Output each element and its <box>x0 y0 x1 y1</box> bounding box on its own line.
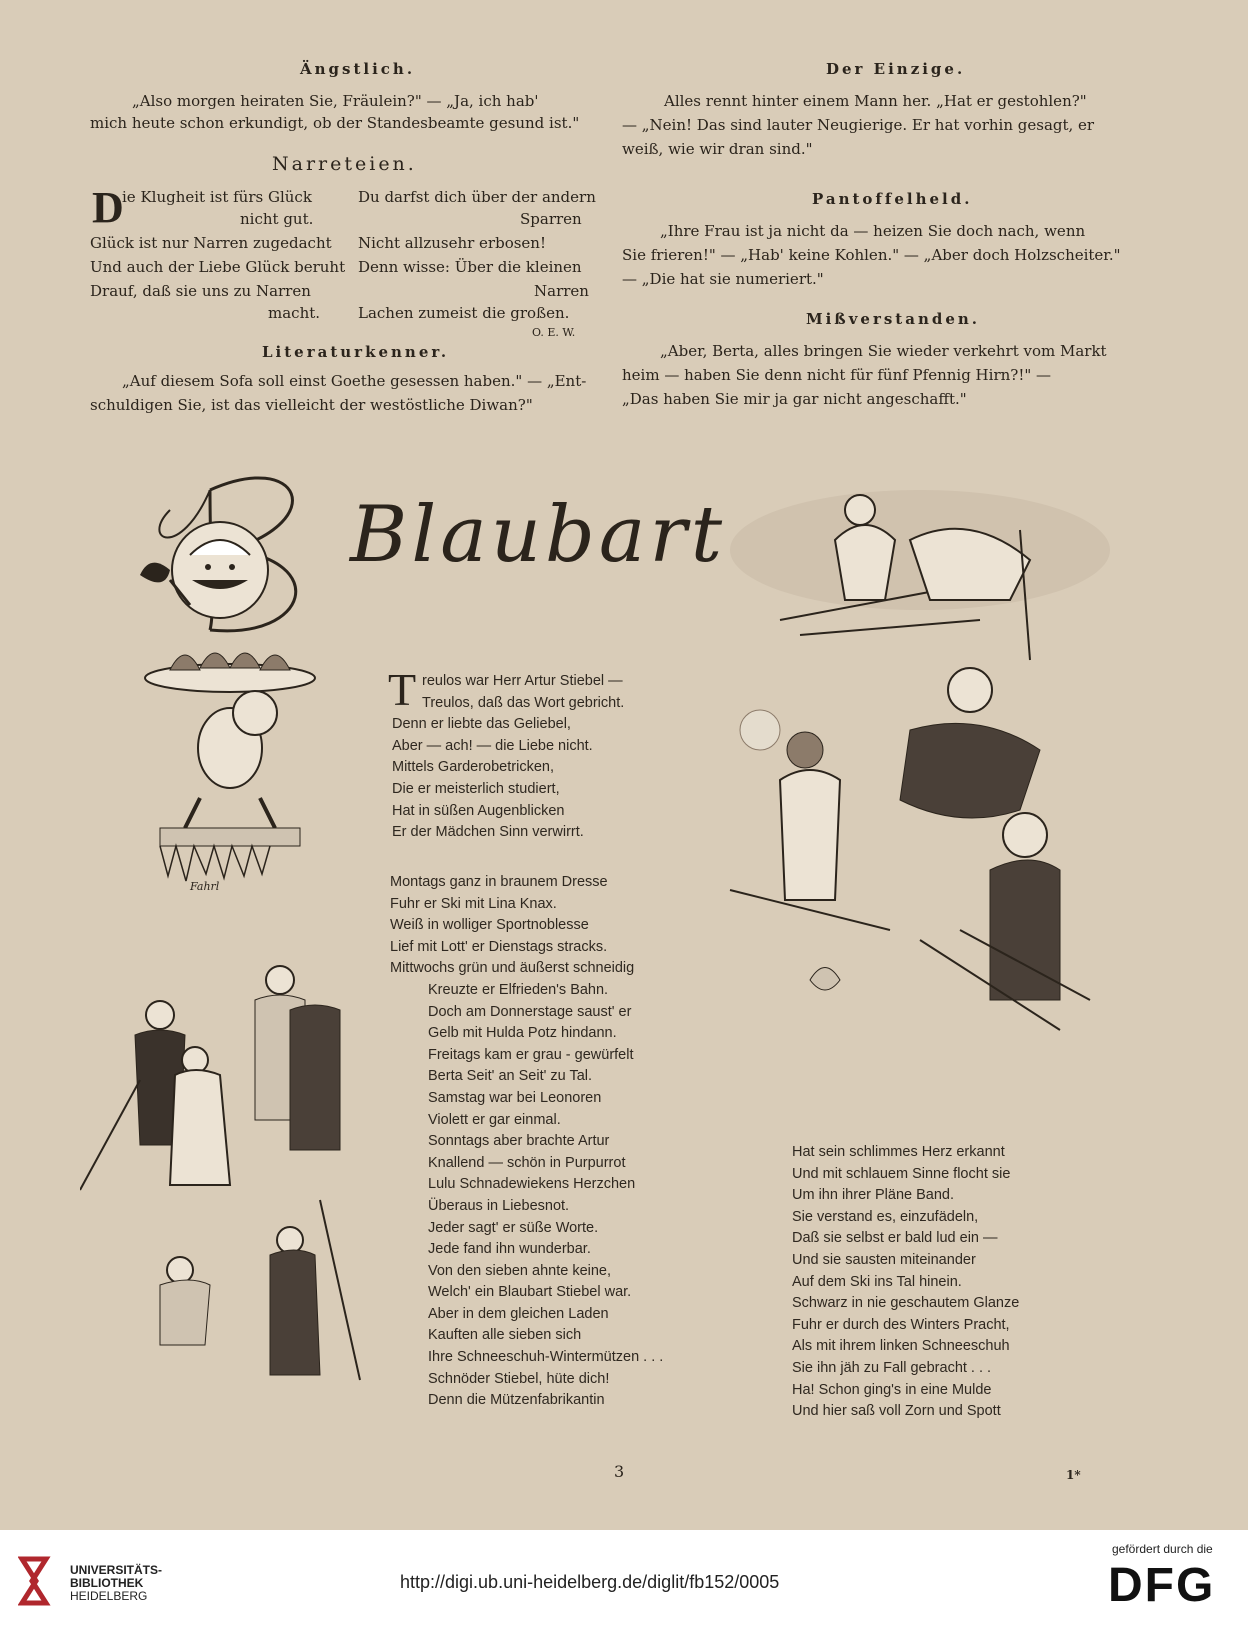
poem-line: Die er meisterlich studiert, <box>392 780 560 797</box>
narreteien-left-0: ie Klugheit ist fürs Glück <box>122 188 312 206</box>
poem-line: Jede fand ihn wunderbar. <box>428 1241 591 1258</box>
footer-bar <box>0 1530 1248 1641</box>
poem-line: Hat in süßen Augenblicken <box>392 802 565 819</box>
text-pantoffelheld-1: „Ihre Frau ist ja nicht da — heizen Sie doch nach, wenn <box>660 222 1086 240</box>
poem-line: Kauften alle sieben sich <box>428 1327 582 1344</box>
baby-with-hearts-illustration <box>130 628 330 898</box>
text-literaturkenner-2: schuldigen Sie, ist das vielleicht der westöstliche Diwan?" <box>90 396 533 414</box>
text-missverstanden-1: „Aber, Berta, alles bringen Sie wieder verkehrt vom Markt <box>660 342 1107 360</box>
narreteien-left-4: Drauf, daß sie uns zu Narren <box>90 282 311 300</box>
poem-line: Er der Mädchen Sinn verwirrt. <box>392 824 584 841</box>
narreteien-right-5: Lachen zumeist die großen. <box>358 304 570 322</box>
poem-line: Schwarz in nie geschautem Glanze <box>792 1295 1020 1312</box>
skiers-right-middle-illustration <box>720 640 1140 1060</box>
poem-line: Aber — ach! — die Liebe nicht. <box>392 737 593 754</box>
poem-line: Um ihn ihrer Pläne Band. <box>792 1187 954 1204</box>
poem-line: Gelb mit Hulda Potz hindann. <box>428 1025 617 1042</box>
narreteien-left-1: nicht gut. <box>240 210 314 228</box>
drop-cap-t: T <box>388 664 417 715</box>
text-einzige-2: — „Nein! Das sind lauter Neugierige. Er hat vorhin gesagt, er <box>622 116 1095 134</box>
text-angstlich-1: „Also morgen heiraten Sie, Fräulein?" — „Ja, ich hab' <box>132 92 539 110</box>
poem-line: Auf dem Ski ins Tal hinein. <box>792 1273 962 1290</box>
text-einzige-3: weiß, wie wir dran sind." <box>622 140 813 158</box>
cook-illustration <box>120 495 300 635</box>
poem-line: Jeder sagt' er süße Worte. <box>428 1219 599 1236</box>
text-pantoffelheld-2: Sie frieren!" — „Hab' keine Kohlen." — „Aber doch Holzscheiter." <box>622 246 1121 264</box>
poem-line: Treulos, daß das Wort gebricht. <box>422 694 625 711</box>
text-angstlich-2: mich heute schon erkundigt, ob der Standesbeamte gesund ist." <box>90 114 580 132</box>
poem-line: Als mit ihrem linken Schneeschuh <box>792 1338 1010 1355</box>
poem-line: Überaus in Liebesnot. <box>428 1197 570 1214</box>
poem-line: Freitags kam er grau - gewürfelt <box>428 1046 634 1063</box>
drop-cap-d: D <box>92 183 124 232</box>
poem-line: Mittwochs grün und äußerst schneidig <box>390 960 635 977</box>
poem-line: Hat sein schlimmes Herz erkannt <box>792 1144 1005 1160</box>
poem-line: reulos war Herr Artur Stiebel — <box>422 673 623 689</box>
poem-line: Berta Seit' an Seit' zu Tal. <box>428 1068 593 1085</box>
poem-line: Weiß in wolliger Sportnoblesse <box>390 917 589 934</box>
narreteien-right-0: Du darfst dich über der andern <box>358 188 596 206</box>
poem-stanza-2 <box>390 872 663 1412</box>
narreteien-left-5: macht. <box>268 304 321 322</box>
funded-by-text: gefördert durch die <box>1112 1542 1213 1556</box>
poem-line: Sonntags aber brachte Artur <box>428 1133 610 1150</box>
text-pantoffelheld-3: — „Die hat sie numeriert." <box>622 270 824 288</box>
poem-line: Kreuzte er Elfrieden's Bahn. <box>428 981 609 998</box>
text-literaturkenner-1: „Auf diesem Sofa soll einst Goethe gesessen haben." — „Ent- <box>122 372 587 390</box>
text-missverstanden-3: „Das haben Sie mir ja gar nicht angeschafft." <box>622 390 967 408</box>
narreteien-right-4: Narren <box>534 282 589 300</box>
skiers-lower-left-illustration <box>80 940 380 1410</box>
poem-line: Schnöder Stiebel, hüte dich! <box>428 1370 610 1387</box>
blaubart-title-text: Blaubart <box>350 490 727 580</box>
poem-line: Denn die Mützenfabrikantin <box>428 1392 605 1409</box>
poem-line: Montags ganz in braunem Dresse <box>390 874 608 890</box>
logo-line: UNIVERSITÄTS- <box>70 1563 163 1577</box>
heading-literaturkenner: Literaturkenner. <box>262 343 450 361</box>
dfg-logo[interactable]: DFG <box>1108 1559 1216 1612</box>
poem-line: Violett er gar einmal. <box>428 1111 561 1128</box>
narreteien-signature: O. E. W. <box>532 326 576 339</box>
poem-line: Daß sie selbst er bald lud ein — <box>792 1230 998 1247</box>
poem-line: Von den sieben ahnte keine, <box>428 1262 612 1279</box>
logo-line: HEIDELBERG <box>70 1589 148 1603</box>
text-missverstanden-2: heim — haben Sie denn nicht für fünf Pfennig Hirn?!" — <box>622 366 1052 384</box>
page-number: 3 <box>614 1462 625 1481</box>
narreteien-right-2: Nicht allzusehr erbosen! <box>358 234 546 252</box>
poem-line: Aber in dem gleichen Laden <box>428 1305 609 1322</box>
university-logo-text[interactable] <box>70 1564 162 1603</box>
signature-mark: 1* <box>1066 1468 1081 1482</box>
poem-line: Ihre Schneeschuh-Wintermützen . . . <box>428 1349 664 1366</box>
poem-line: Lulu Schnadewiekens Herzchen <box>428 1176 636 1193</box>
logo-line: BIBLIOTHEK <box>70 1576 144 1590</box>
poem-line: Fuhr er Ski mit Lina Knax. <box>390 895 557 912</box>
heading-der-einzige: Der Einzige. <box>826 60 966 78</box>
poem-line: Und mit schlauem Sinne flocht sie <box>792 1165 1011 1182</box>
heading-pantoffelheld: Pantoffelheld. <box>812 190 973 208</box>
poem-line: Lief mit Lott' er Dienstags stracks. <box>390 938 608 955</box>
poem-line: Welch' ein Blaubart Stiebel war. <box>428 1284 632 1301</box>
narreteien-right-1: Sparren <box>520 210 582 228</box>
poem-line: Denn er liebte das Geliebel, <box>392 716 571 733</box>
poem-stanza-1 <box>392 671 624 844</box>
narreteien-right-3: Denn wisse: Über die kleinen <box>358 258 582 276</box>
heading-missverstanden: Mißverstanden. <box>806 310 981 328</box>
heading-angstlich: Ängstlich. <box>300 60 416 78</box>
poem-line: Ha! Schon ging's in eine Mulde <box>792 1381 992 1398</box>
poem-right-column <box>792 1142 1019 1423</box>
narreteien-left-2: Glück ist nur Narren zugedacht <box>90 234 332 252</box>
poem-line: Und hier saß voll Zorn und Spott <box>792 1403 1001 1420</box>
text-einzige-1: Alles rennt hinter einem Mann her. „Hat er gestohlen?" <box>664 92 1087 110</box>
poem-line: Knallend — schön in Purpurrot <box>428 1154 626 1171</box>
heading-narreteien: Narreteien. <box>272 153 417 175</box>
poem-line: Sie verstand es, einzufädeln, <box>792 1208 979 1225</box>
poem-line: Sie ihn jäh zu Fall gebracht . . . <box>792 1359 992 1376</box>
narreteien-left-3: Und auch der Liebe Glück beruht <box>90 258 346 276</box>
poem-line: Und sie sausten miteinander <box>792 1251 976 1268</box>
poem-line: Mittels Garderobetricken, <box>392 759 554 776</box>
poem-line: Samstag war bei Leonoren <box>428 1089 602 1106</box>
illustrator-signature: Fahrl <box>190 880 220 893</box>
poem-line: Fuhr er durch des Winters Pracht, <box>792 1316 1010 1333</box>
poem-line: Doch am Donnerstage saust' er <box>428 1003 632 1020</box>
source-url-link[interactable]: http://digi.ub.uni-heidelberg.de/diglit/fb152/0005 <box>400 1572 780 1592</box>
university-logo-icon[interactable] <box>18 1555 54 1607</box>
